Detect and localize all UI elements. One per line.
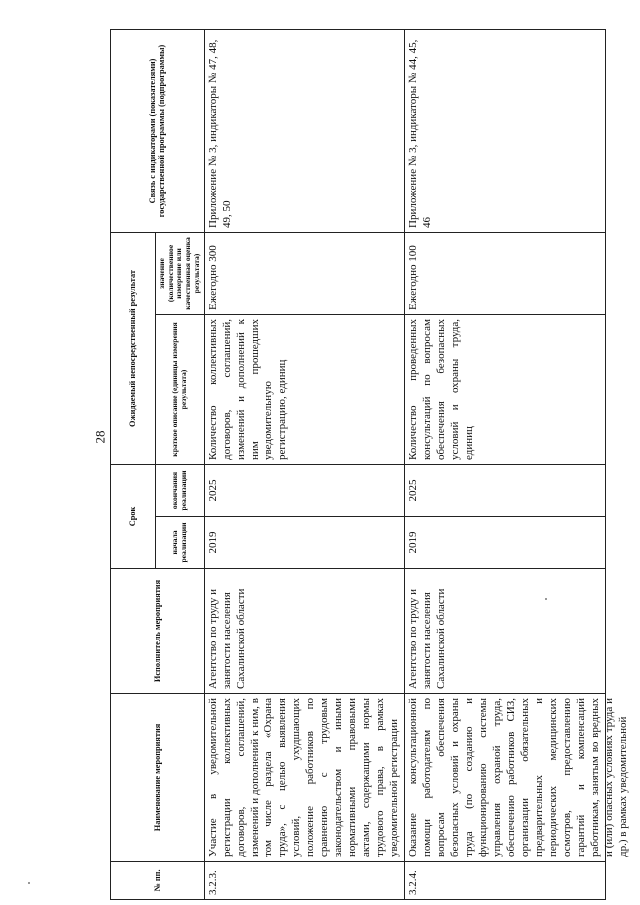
- table-row: [405, 29, 606, 899]
- header-result-desc: краткое описание (единицы измерения результата): [156, 314, 205, 464]
- cell-num: 3.2.4.: [405, 862, 606, 900]
- header-result: Ожидаемый непосредственный результат: [111, 232, 156, 464]
- header-executor: Исполнитель мероприятия: [111, 569, 205, 694]
- cell-executor: Агентство по труду и занятости населения Сахалинской области: [405, 569, 606, 694]
- table-header-row: [111, 29, 156, 899]
- cell-num: 3.2.3.: [204, 862, 405, 900]
- cell-link: Приложение № 3, индикаторы № 47, 48, 49, 50: [204, 29, 405, 232]
- table-row: [204, 29, 405, 899]
- cell-result-value: Ежегодно 300: [204, 232, 405, 314]
- scan-speck: [545, 598, 547, 600]
- scan-speck: [28, 882, 30, 884]
- header-term-end: окончания реализации: [156, 464, 205, 516]
- cell-start: 2019: [405, 517, 606, 569]
- header-name: Наименование мероприятия: [111, 694, 205, 862]
- cell-executor: Агентство по труду и занятости населения Сахалинской области: [204, 569, 405, 694]
- cell-end: 2025: [204, 464, 405, 516]
- cell-end: 2025: [405, 464, 606, 516]
- cell-name: Оказание консультационной помощи работодателям по вопросам обеспечения безопасных условий и охраны труда (по созданию и функционированию системы управления охраной труда, обеспечению работников СИЗ, организации обязательных предварительных и периодических медицинских осмотров, предоставлению гарантий и компенсаций работникам, занятым во вредных и (или) опасных условиях труда и др.) в рамках уведомительной: [407, 698, 629, 857]
- cell-start: 2019: [204, 517, 405, 569]
- program-measures-table: [110, 29, 629, 900]
- header-term-start: начала реализации: [156, 517, 205, 569]
- header-link: Связь с индикаторами (показателями) государственной программы (подпрограммы): [111, 29, 205, 232]
- cell-result-value: Ежегодно 100: [405, 232, 606, 314]
- page-number: 28: [92, 430, 107, 444]
- header-result-value: значение (количественное измерение или качественная оценка результата): [156, 232, 205, 314]
- header-num: № пп.: [111, 862, 205, 900]
- header-term: Срок: [111, 464, 156, 568]
- cell-name: Участие в уведомительной регистрации коллективных договоров, соглашений, изменений и дополнений к ним, в том числе раздела «Охрана труда», с целью выявления условий, ухудшающих положение работников по сравнению с трудовым законодательством и иными нормативными правовыми актами, содержащими нормы трудового права, в рамках уведомительной регистрации: [204, 694, 405, 862]
- cell-link: Приложение № 3, индикаторы № 44, 45, 46: [405, 29, 606, 232]
- cell-result-desc: Количество проведенных консультаций по вопросам обеспечения безопасных условий и охраны труда, единиц: [405, 314, 606, 464]
- cell-result-desc: Количество коллективных договоров, соглашений, изменений и дополнений к ним прошедших уведомительную регистрацию, единиц: [204, 314, 405, 464]
- document-table-area: [110, 30, 629, 900]
